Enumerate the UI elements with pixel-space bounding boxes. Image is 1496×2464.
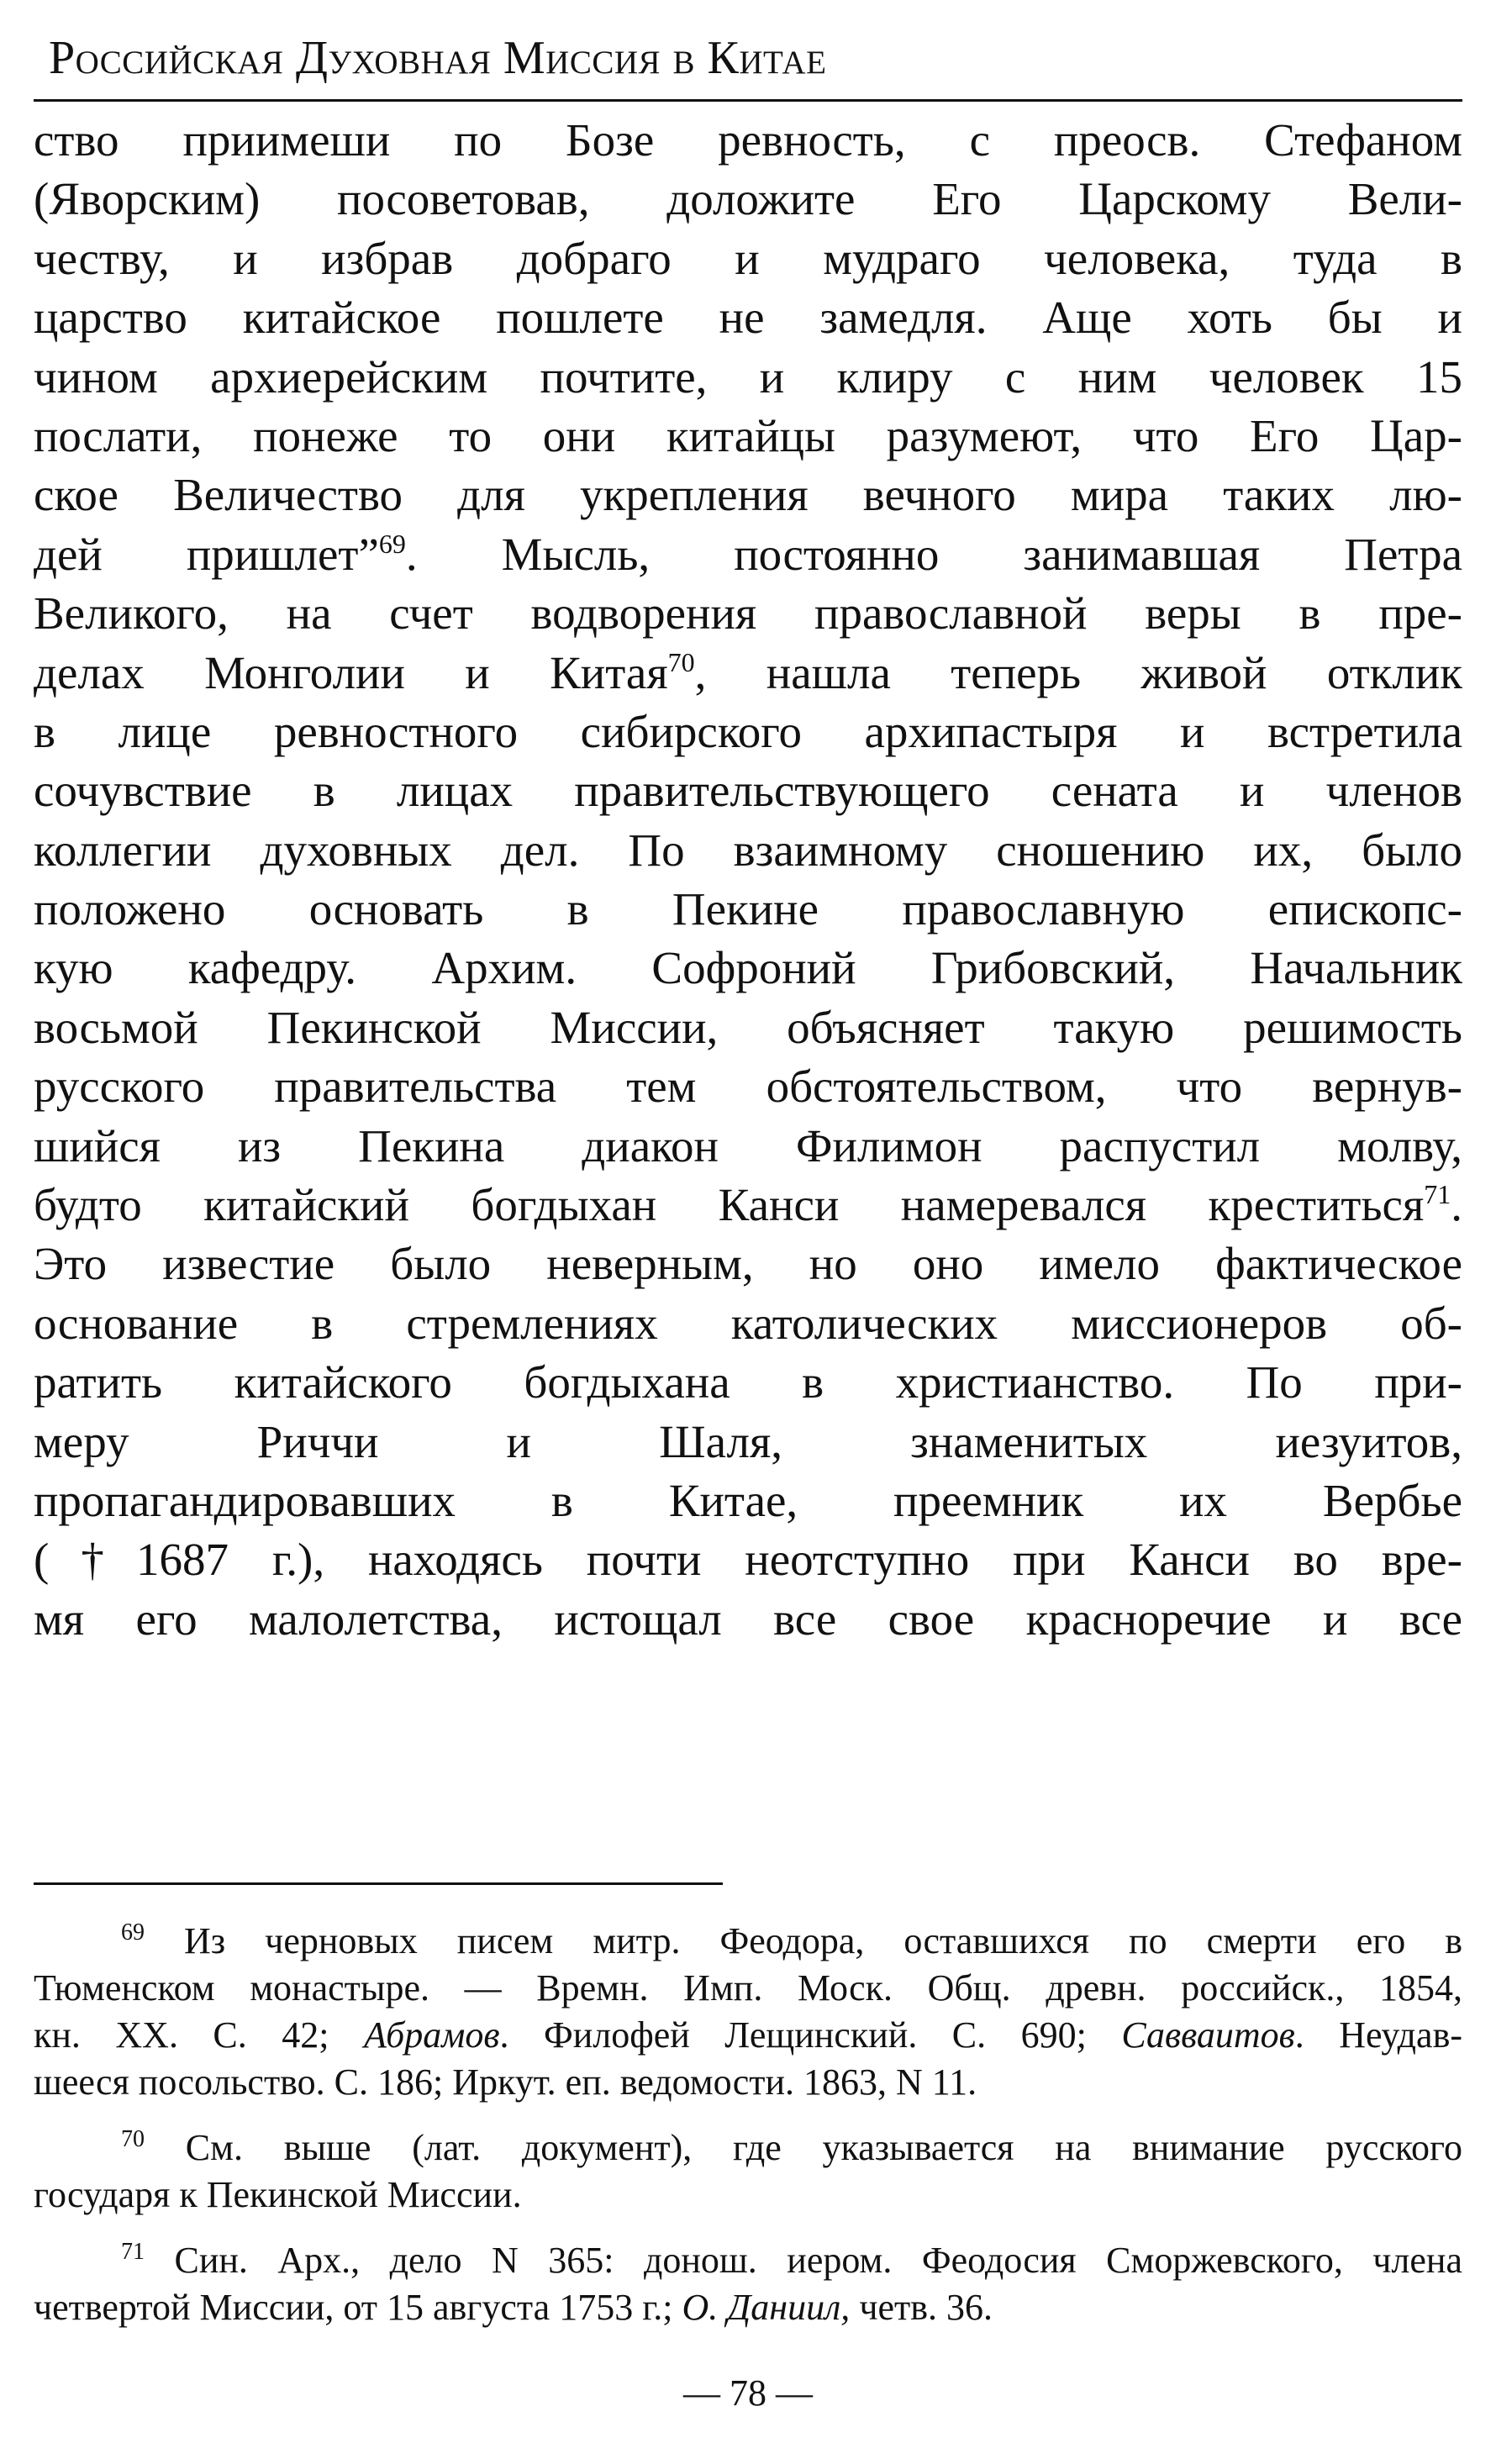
footnote-line (34, 2172, 1462, 2219)
footnote-author: Савваитов (1121, 2014, 1295, 2056)
footnote-line (34, 2237, 1462, 2284)
footnote-text: Син. Арх., дело N 365: донош. иером. Феодосия Сморжевского, члена (174, 2240, 1462, 2281)
text-segment: Великого, на счет водворения православной веры в пре- (34, 587, 1462, 640)
text-line (34, 288, 1462, 347)
footnote-text: кн. XX. С. 42; (34, 2014, 364, 2056)
text-segment: дей пришлет” (34, 528, 379, 580)
footnote-author: Абрамов (363, 2014, 500, 2056)
footnote-line (34, 2012, 1462, 2059)
text-line (34, 821, 1462, 880)
text-line (34, 1413, 1462, 1472)
text-segment: (†1687 г.), находясь почти неотступно при Канси во вре- (34, 1534, 1462, 1586)
page-number: — 78 — (683, 2372, 813, 2414)
footnote-separator (34, 1882, 723, 1885)
text-line (34, 1530, 1462, 1589)
text-segment: ство приимеши по Бозе ревность, с преосв. Стефаном (34, 114, 1462, 166)
footnote-author: О. Даниил, (682, 2287, 851, 2328)
text-line (34, 229, 1462, 288)
footnote-text: четвертой Миссии, от 15 августа 1753 г.; (34, 2287, 682, 2328)
text-line (34, 1117, 1462, 1176)
footnote-ref: 69 (378, 528, 406, 559)
footnote-line (34, 2059, 1462, 2106)
text-segment: ратить китайского богдыхана в христианство. По при- (34, 1356, 1462, 1408)
text-segment: честву, и избрав добраго и мудраго человека, туда в (34, 232, 1462, 284)
footnote-text: . Неудав- (1294, 2014, 1463, 2056)
text-line (34, 584, 1462, 643)
text-segment: . (1451, 1179, 1462, 1231)
text-segment: . Мысль, постоянно занимавшая Петра (405, 528, 1462, 580)
text-line (34, 761, 1462, 820)
text-segment: , нашла теперь живой отклик (694, 646, 1463, 698)
text-line (34, 348, 1462, 407)
text-line (34, 111, 1462, 170)
text-segment: пропагандировавших в Китае, преемник их Вербье (34, 1474, 1462, 1526)
text-line (34, 644, 1462, 703)
text-line (34, 1353, 1462, 1412)
text-line (34, 1472, 1462, 1530)
text-segment: будто китайский богдыхан Канси намеревался креститься (34, 1179, 1425, 1231)
text-segment: восьмой Пекинской Миссии, объясняет такую решимость (34, 1001, 1462, 1053)
footnote-number: 70 (121, 2126, 145, 2152)
text-segment: шийся из Пекина диакон Филимон распустил молву, (34, 1119, 1462, 1171)
text-line (34, 407, 1462, 466)
text-segment: меру Риччи и Шаля, знаменитых иезуитов, (34, 1415, 1462, 1467)
text-segment: коллегии духовных дел. По взаимному сношению их, было (34, 824, 1462, 876)
text-segment: чином архиерейским почтите, и клиру с ним человек 15 (34, 350, 1462, 403)
footnote-text: См. выше (лат. документ), где указывается на внимание русского (185, 2127, 1462, 2168)
footnote-text: . Филофей Лещинский. С. 690; (499, 2014, 1122, 2056)
text-segment: основание в стремлениях католических миссионеров об- (34, 1297, 1462, 1349)
footnote-gap (34, 2106, 1462, 2124)
footnote-line (34, 2284, 1462, 2331)
text-line (34, 466, 1462, 524)
text-segment: царство китайское пошлете не замедля. Аще хоть бы и (34, 292, 1462, 344)
text-line (34, 1235, 1462, 1293)
text-segment: делах Монголии и Китая (34, 646, 668, 698)
footnote-ref: 70 (667, 646, 695, 677)
footnote-text: Тюменском монастыре. — Времн. Имп. Моск. Общ. древн. российск., 1854, (34, 1967, 1462, 2009)
running-head: Российская Духовная Миссия в Китае (49, 32, 827, 84)
footnote-line (34, 1965, 1462, 2012)
text-line (34, 1590, 1462, 1649)
text-segment: Это известие было неверным, но оно имело фактическое (34, 1238, 1462, 1290)
footnote-text: четв. 36. (850, 2287, 993, 2328)
footnote-line (34, 2124, 1462, 2172)
text-line (34, 1294, 1462, 1353)
text-segment: ское Величество для укрепления вечного мира таких лю- (34, 469, 1462, 521)
footnote-number: 71 (121, 2239, 145, 2265)
text-line (34, 525, 1462, 584)
text-line (34, 998, 1462, 1057)
text-segment: послати, понеже то они китайцы разумеют, что Его Цар- (34, 409, 1462, 461)
footnote-text: государя к Пекинской Миссии. (34, 2174, 522, 2215)
text-line (34, 880, 1462, 939)
text-segment: (Яворским) посоветовав, доложите Его Царскому Вели- (34, 173, 1462, 225)
header-rule (34, 99, 1462, 102)
main-text (34, 111, 1462, 1649)
text-segment: в лице ревностного сибирского архипастыря и встретила (34, 705, 1462, 757)
text-line (34, 1057, 1462, 1116)
footnote-ref: 71 (1424, 1179, 1451, 1210)
text-segment: сочувствие в лицах правительствующего сената и членов (34, 765, 1462, 817)
text-line (34, 170, 1462, 229)
footnote-text: Из черновых писем митр. Феодора, оставшихся по смерти его в (184, 1920, 1462, 1961)
footnote-number: 69 (121, 1919, 145, 1945)
text-line (34, 1176, 1462, 1235)
text-segment: кую кафедру. Архим. Софроний Грибовский, Начальник (34, 942, 1462, 994)
text-line (34, 939, 1462, 998)
text-segment: положено основать в Пекине православную епископс- (34, 883, 1462, 935)
text-segment: мя его малолетства, истощал все свое красноречие и все (34, 1593, 1462, 1645)
footnotes (34, 1918, 1462, 2331)
text-segment: русского правительства тем обстоятельством, что вернув- (34, 1061, 1462, 1113)
text-line (34, 703, 1462, 761)
footnote-text: шееся посольство. С. 186; Иркут. еп. ведомости. 1863, N 11. (34, 2061, 977, 2103)
footnote-gap (34, 2219, 1462, 2237)
footnote-line (34, 1918, 1462, 1965)
